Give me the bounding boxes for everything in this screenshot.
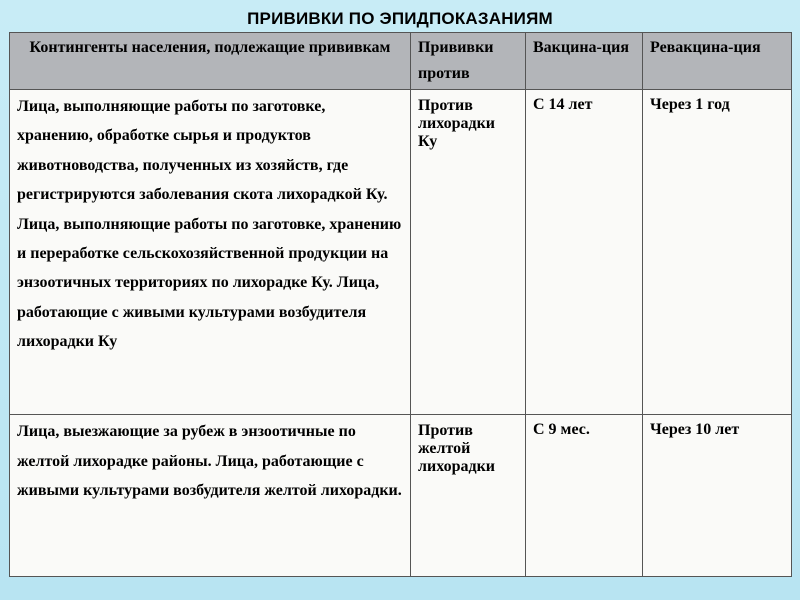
cell-against: Против лихорадки Ку (411, 90, 526, 415)
cell-revaccination: Через 1 год (643, 90, 792, 415)
table-row (10, 90, 792, 415)
cell-revaccination: Через 10 лет (643, 415, 792, 577)
header-revaccination: Ревакцина-ция (643, 33, 792, 90)
table-row (10, 415, 792, 577)
table-header-row (10, 33, 792, 90)
header-vaccination: Вакцина-ция (526, 33, 643, 90)
page-title: ПРИВИВКИ ПО ЭПИДПОКАЗАНИЯМ (247, 9, 553, 28)
cell-contingent: Лица, выполняющие работы по заготовке, хранению, обработке сырья и продуктов животноводства, полученных из хозяйств, где регистрируются заболевания скота лихорадкой Ку. Лица, выполняющие работы по заготовке, хранению и переработке сельскохозяйственной продукции на энзоотичных территориях по лихорадке Ку. Лица, работающие с живыми культурами возбудителя лихорадки Ку (10, 90, 411, 415)
cell-vaccination: С 9 мес. (526, 415, 643, 577)
cell-contingent: Лица, выезжающие за рубеж в энзоотичные по желтой лихорадке районы. Лица, работающие с живыми культурами возбудителя желтой лихорадки. (10, 415, 411, 577)
header-against: Прививки против (411, 33, 526, 90)
header-contingent: Контингенты населения, подлежащие прививкам (10, 33, 411, 90)
cell-vaccination: С 14 лет (526, 90, 643, 415)
vaccination-table (9, 32, 792, 577)
cell-against: Против желтой лихорадки (411, 415, 526, 577)
